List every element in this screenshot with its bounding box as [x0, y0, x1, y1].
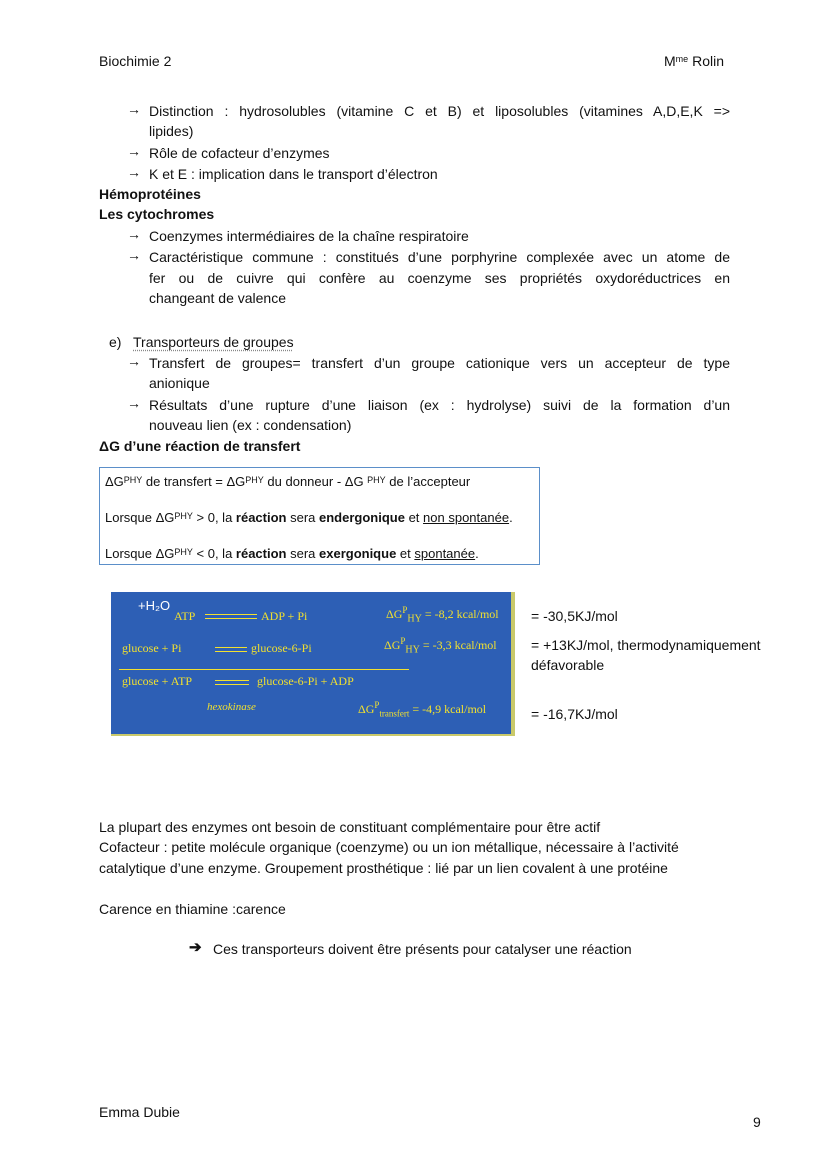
right-arrow-icon: → [127, 101, 141, 117]
bullet-text: Rôle de cofacteur d’enzymes [149, 145, 330, 161]
right-arrow-icon: → [127, 164, 141, 180]
carence-line: Carence en thiamine :carence [99, 901, 286, 917]
footer-author: Emma Dubie [99, 1104, 180, 1120]
sum-rule [119, 669, 409, 670]
bullet-text: fer ou de cuivre qui confère au coenzyme ses propriétés oxydoréductrices en [149, 270, 730, 286]
header-title: Biochimie 2 [99, 53, 172, 69]
bullet-text: lipides) [149, 123, 194, 139]
bullet-text: Coenzymes intermédiaires de la chaîne respiratoire [149, 228, 469, 244]
section-letter: e) [109, 334, 122, 350]
right-arrow-icon: → [127, 247, 141, 263]
equilibrium-arrow-icon [215, 680, 249, 681]
box-row: $\Delta G^{PHY}$ de transfert = $\Delta G^{PHY}$ du donneur - ΔG $^{PHY}$ de l’accepteur [105, 474, 471, 489]
page-number: 9 [753, 1114, 761, 1130]
reaction-panel [111, 592, 515, 736]
heading-hemoproteines: Hémoprotéines [99, 186, 201, 202]
energy-note: = -30,5KJ/mol [531, 608, 618, 624]
definition-box [99, 467, 540, 565]
box-row: Lorsque $\Delta G^{PHY} > 0$, la réaction sera endergonique et non spontanée. [105, 510, 513, 525]
equilibrium-arrow-icon [215, 647, 247, 648]
right-arrow-icon: → [127, 226, 141, 242]
section-title: Transporteurs de groupes [133, 334, 294, 350]
equilibrium-arrow-icon [205, 614, 257, 615]
enzyme-label: hexokinase [207, 701, 256, 713]
bullet-text: changeant de valence [149, 290, 286, 306]
bullet-text: anionique [149, 375, 210, 391]
bullet-text: Distinction : hydrosolubles (vitamine C et B) et liposolubles (vitamines A,D,E,K => [149, 103, 730, 119]
product: glucose-6-Pi [251, 641, 312, 655]
reactant: ATP [174, 609, 196, 623]
energy-note: = +13KJ/mol, thermodynamiquement [531, 637, 761, 653]
paragraph-line: catalytique d’une enzyme. Groupement prosthétique : lié par un lien covalent à une protéine [99, 860, 668, 876]
delta-g-value: $\Delta G^P_{HY} = -3,3$ kcal/mol [384, 636, 497, 656]
delta-g-value: $\Delta G^P_{HY} = -8,2$ kcal/mol [386, 605, 499, 625]
right-arrow-icon: → [127, 395, 141, 411]
paragraph-line: Cofacteur : petite molécule organique (coenzyme) ou un ion métallique, nécessaire à l’activité [99, 839, 679, 855]
bullet-text: Résultats d’une rupture d’une liaison (ex : hydrolyse) suivi de la formation d’un [149, 397, 730, 413]
box-row: Lorsque $\Delta G^{PHY} < 0$, la réaction sera exergonique et spontanée. [105, 546, 479, 561]
paragraph-line: La plupart des enzymes ont besoin de constituant complémentaire pour être actif [99, 819, 601, 835]
right-arrow-icon: → [127, 143, 141, 159]
bold-right-arrow-icon: ➔ [189, 939, 202, 956]
header-author: $M^{me}$ Rolin [664, 53, 724, 69]
reactant: glucose + Pi [122, 641, 182, 655]
heading-delta-g: ΔG d’une réaction de transfert [99, 438, 301, 454]
energy-note: défavorable [531, 657, 605, 673]
bullet-text: Caractéristique commune : constitués d’une porphyrine complexée avec un atome de [149, 249, 730, 265]
delta-g-value: $\Delta G^P_{transfert} = -4,9$ kcal/mol [358, 700, 487, 719]
right-arrow-icon: → [127, 353, 141, 369]
bullet-text: nouveau lien (ex : condensation) [149, 417, 352, 433]
heading-cytochromes: Les cytochromes [99, 206, 215, 222]
reactant: glucose + ATP [122, 674, 193, 688]
conclusion-text: Ces transporteurs doivent être présents pour catalyser une réaction [213, 941, 632, 957]
product: ADP + Pi [261, 609, 308, 623]
bullet-text: Transfert de groupes= transfert d’un groupe cationique vers un accepteur de type [149, 355, 730, 371]
product: glucose-6-Pi + ADP [257, 674, 354, 688]
energy-note: = -16,7KJ/mol [531, 706, 618, 722]
water-label: +H₂O [138, 598, 171, 613]
bullet-text: K et E : implication dans le transport d’électron [149, 166, 438, 182]
